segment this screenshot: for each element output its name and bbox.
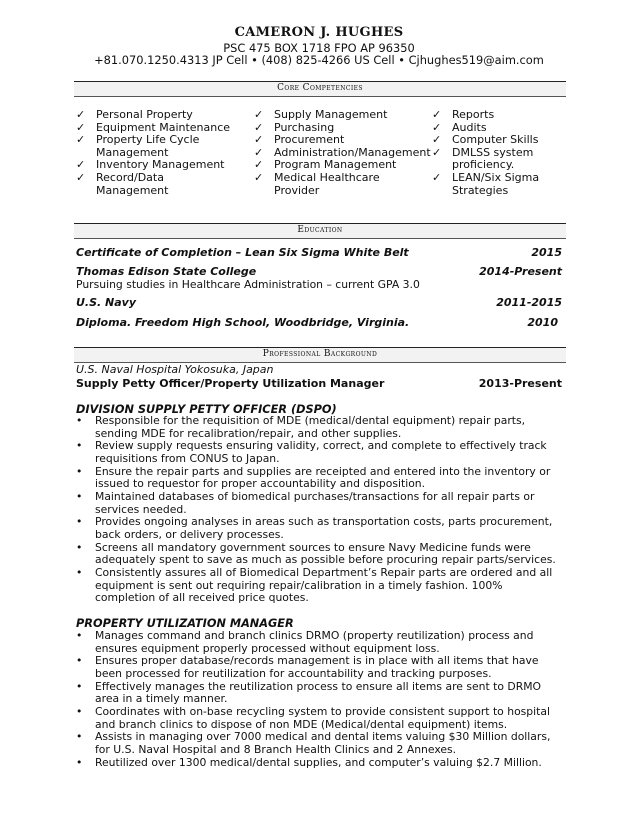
education-date: 2010	[527, 316, 558, 329]
competencies-column-2	[254, 108, 431, 197]
competency-label: Medical Healthcare Provider	[274, 170, 380, 197]
bullet-icon: •	[76, 704, 83, 718]
bullet-text: Ensures proper database/records management is in place with all items that have been processed for reutilization for accountability and tracking purposes.	[95, 654, 539, 680]
role-bullet	[76, 655, 564, 680]
bullet-text: Provides ongoing analyses in areas such as transportation costs, parts procurement, back orders, or delivery processes.	[95, 515, 553, 541]
education-title: U.S. Navy	[76, 296, 137, 309]
candidate-name: CAMERON J. HUGHES	[234, 25, 404, 40]
checkmark-icon: ✓	[432, 170, 442, 184]
competency-label: LEAN/Six Sigma Strategies	[452, 170, 540, 197]
role-bullet	[76, 706, 564, 731]
job-title: Supply Petty Officer/Property Utilization Manager	[76, 377, 385, 390]
bullet-text: Consistently assures all of Biomedical Department’s Repair parts are ordered and all equipment is sent out requiring repair/calibration in a timely fashion. 100% completion of all received price quotes.	[95, 565, 553, 605]
bullet-text: Manages command and branch clinics DRMO (property reutilization) process and ensures equipment properly processed without equipment loss.	[95, 629, 534, 655]
bullet-text: Screens all mandatory government sources to ensure Navy Medicine funds were adequately spent to save as much as possible before procuring repair parts/services.	[95, 540, 556, 567]
section-title: Professional Background	[262, 349, 378, 359]
contact-line: +81.070.1250.4313 JP Cell • (408) 825-4266 US Cell • Cjhughes519@aim.com	[94, 53, 544, 67]
competency-item	[432, 172, 552, 197]
role-bullet	[76, 757, 564, 770]
checkmark-icon: ✓	[76, 158, 86, 172]
education-entry	[76, 246, 562, 260]
checkmark-icon: ✓	[432, 120, 442, 134]
checkmark-icon: ✓	[254, 170, 264, 184]
bullet-icon: •	[76, 679, 83, 693]
bullet-text: Effectively manages the reutilization process to ensure all items are sent to DRMO area in a timely manner.	[95, 679, 542, 706]
competency-item	[432, 109, 552, 122]
competency-item	[254, 172, 426, 197]
competency-label: DMLSS system proficiency.	[452, 145, 534, 172]
competency-item	[76, 134, 236, 159]
job-dates: 2013-Present	[478, 377, 562, 390]
education-title: Thomas Edison State College	[76, 265, 257, 278]
section-header-core-competencies	[74, 81, 566, 97]
role-bullet-list	[76, 630, 564, 769]
bullet-icon: •	[76, 730, 83, 744]
competency-label: Audits	[452, 120, 487, 134]
competency-label: Reports	[452, 108, 495, 121]
competency-label: Equipment Maintenance	[96, 120, 231, 134]
competencies-column-1	[76, 109, 236, 197]
competency-item	[432, 147, 552, 172]
checkmark-icon: ✓	[254, 120, 264, 134]
competency-label: Inventory Management	[96, 158, 225, 172]
role-bullet-list	[76, 415, 564, 605]
checkmark-icon: ✓	[432, 108, 442, 121]
checkmark-icon: ✓	[76, 170, 86, 184]
competency-label: Procurement	[274, 133, 345, 147]
education-entry	[76, 316, 562, 330]
bullet-icon: •	[76, 565, 83, 579]
role-bullet	[76, 491, 564, 516]
bullet-icon: •	[76, 654, 83, 668]
role-bullet	[76, 542, 564, 567]
competency-label: Program Management	[274, 158, 397, 172]
checkmark-icon: ✓	[254, 108, 264, 121]
bullet-icon: •	[76, 755, 83, 769]
education-entry	[76, 265, 562, 293]
education-title: Certificate of Completion – Lean Six Sigma White Belt	[76, 246, 409, 259]
education-date: 2011-2015	[496, 296, 562, 309]
checkmark-icon: ✓	[254, 145, 264, 159]
checkmark-icon: ✓	[76, 120, 86, 134]
bullet-text: Responsible for the requisition of MDE (medical/dental equipment) repair parts, sending MDE for recalibration/repair, and other supplies.	[95, 414, 526, 440]
bullet-text: Review supply requests ensuring validity, correct, and complete to effectively track requisitions from CONUS to Japan.	[95, 439, 547, 465]
role-bullet	[76, 415, 564, 440]
competency-label: Supply Management	[274, 108, 388, 121]
bullet-icon: •	[76, 489, 83, 503]
education-date: 2014-Present	[479, 265, 562, 278]
checkmark-icon: ✓	[254, 133, 264, 147]
bullet-text: Maintained databases of biomedical purchases/transactions for all repair parts or services needed.	[95, 489, 535, 516]
bullet-text: Reutilized over 1300 medical/dental supplies, and computer’s valuing $2.7 Million.	[95, 755, 542, 769]
bullet-text: Coordinates with on-base recycling system to provide consistent support to hospital and branch clinics to dispose of non MDE (Medical/dental equipment) items.	[95, 704, 550, 731]
section-title: Education	[297, 225, 343, 235]
competency-item	[76, 172, 236, 197]
competency-label: Computer Skills	[452, 133, 539, 147]
checkmark-icon: ✓	[432, 145, 442, 159]
education-detail: Pursuing studies in Healthcare Administration – current GPA 3.0	[76, 278, 420, 291]
competency-label: Personal Property	[96, 108, 193, 121]
job-title-row	[76, 377, 562, 391]
bullet-text: Assists in managing over 7000 medical and dental items valuing $30 Million dollars, for U.S. Naval Hospital and 8 Branch Health Clinics and 2 Annexes.	[95, 730, 551, 756]
competency-label: Administration/Management	[274, 145, 431, 159]
role-bullet	[76, 466, 564, 491]
checkmark-icon: ✓	[76, 108, 86, 121]
employer-location: U.S. Naval Hospital Yokosuka, Japan	[76, 363, 274, 376]
bullet-icon: •	[76, 540, 83, 554]
education-title: Diploma. Freedom High School, Woodbridge, Virginia.	[76, 316, 410, 329]
education-entry	[76, 296, 562, 310]
competency-label: Property Life Cycle Management	[96, 133, 200, 159]
checkmark-icon: ✓	[432, 133, 442, 147]
role-bullet	[76, 567, 564, 605]
bullet-icon: •	[76, 439, 83, 453]
education-date: 2015	[531, 246, 562, 259]
competency-label: Purchasing	[274, 120, 335, 134]
checkmark-icon: ✓	[76, 133, 86, 147]
role-bullet	[76, 681, 564, 706]
checkmark-icon: ✓	[254, 158, 264, 172]
role-heading: DIVISION SUPPLY PETTY OFFICER (DSPO)	[76, 403, 337, 416]
mailing-address: PSC 475 BOX 1718 FPO AP 96350	[223, 41, 415, 55]
section-header-professional-background	[74, 347, 566, 363]
bullet-icon: •	[76, 414, 83, 427]
section-header-education	[74, 223, 566, 239]
role-bullet	[76, 630, 564, 655]
role-bullet	[76, 516, 564, 541]
competencies-column-3	[432, 109, 552, 197]
bullet-text: Ensure the repair parts and supplies are receipted and entered into the inventory or issued to requestor for proper accountability and disposition.	[95, 464, 551, 491]
role-bullet	[76, 731, 564, 756]
role-heading: PROPERTY UTILIZATION MANAGER	[76, 617, 294, 630]
bullet-icon: •	[76, 629, 83, 642]
role-bullet	[76, 440, 564, 465]
bullet-icon: •	[76, 515, 83, 529]
bullet-icon: •	[76, 464, 83, 478]
section-title: Core Competencies	[277, 83, 363, 93]
competency-label: Record/Data Management	[96, 170, 169, 197]
